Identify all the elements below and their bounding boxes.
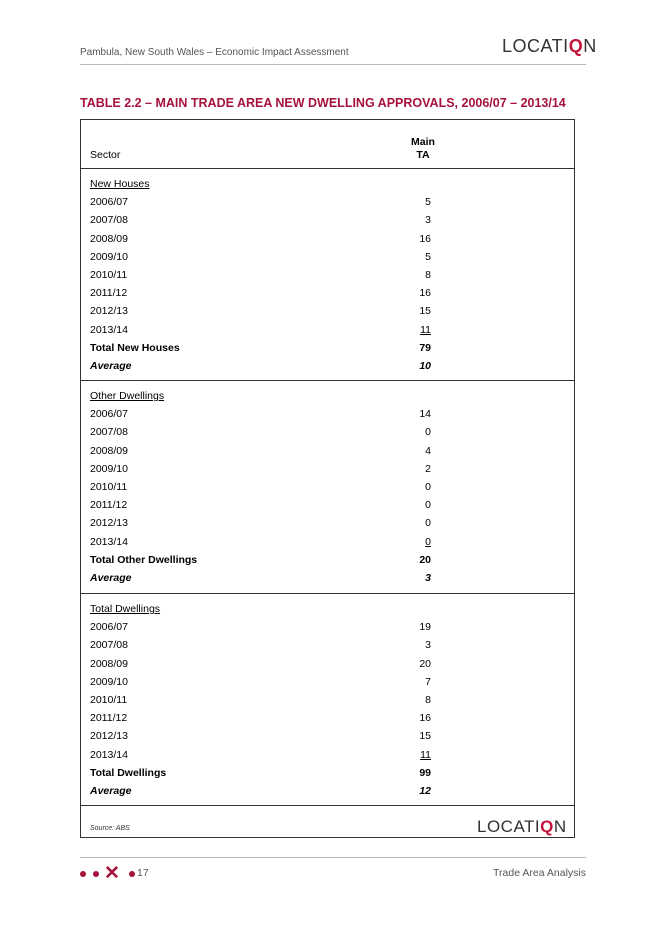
table-row xyxy=(81,496,574,514)
row-value-text: 10 xyxy=(419,359,431,372)
row-label: 2012/13 xyxy=(90,730,128,743)
row-value-text: 3 xyxy=(425,214,431,227)
section-heading-row xyxy=(81,600,574,618)
column-main-line1: Main xyxy=(411,136,435,148)
logo-text-post: N xyxy=(583,36,597,56)
table-source-note: Source: ABS xyxy=(90,825,130,832)
row-value xyxy=(393,499,431,511)
row-value xyxy=(393,287,431,299)
header-doc-title: Pambula, New South Wales – Economic Impact Assessment xyxy=(80,47,349,58)
header-rule xyxy=(80,64,586,65)
row-label: 2008/09 xyxy=(90,232,128,245)
table-row xyxy=(81,284,574,302)
row-label: Average xyxy=(90,359,132,372)
logo-text-accent: Q xyxy=(540,817,554,836)
row-label: 2009/10 xyxy=(90,462,128,475)
row-value-text: 16 xyxy=(419,232,431,245)
row-value-text: 8 xyxy=(425,693,431,706)
row-label: Total Other Dwellings xyxy=(90,553,198,566)
logo-text-pre: LOCATI xyxy=(502,36,569,56)
row-label: Average xyxy=(90,784,132,797)
row-value xyxy=(393,767,431,779)
table-section xyxy=(81,169,574,381)
table-row xyxy=(81,727,574,745)
row-label: 2012/13 xyxy=(90,305,128,318)
page-number: 17 xyxy=(137,867,149,879)
row-value xyxy=(393,785,431,797)
section-heading: Total Dwellings xyxy=(90,603,161,615)
table-row xyxy=(81,302,574,320)
table-row xyxy=(81,423,574,441)
total-row xyxy=(81,764,574,782)
row-value xyxy=(393,342,431,354)
row-label: 2009/10 xyxy=(90,250,128,263)
row-value-text: 4 xyxy=(425,444,431,457)
row-value-text: 20 xyxy=(419,553,431,566)
row-value xyxy=(393,214,431,226)
row-value xyxy=(393,426,431,438)
row-label: 2011/12 xyxy=(90,712,128,725)
footer-rule xyxy=(80,857,586,858)
footer-dot-icon xyxy=(129,871,135,877)
row-value-text: 14 xyxy=(419,408,431,421)
row-label: 2010/11 xyxy=(90,693,128,706)
table-row xyxy=(81,691,574,709)
section-heading: Other Dwellings xyxy=(90,390,165,402)
row-value xyxy=(393,251,431,263)
footer-x-icon: ✕ xyxy=(104,863,120,884)
row-value-text: 11 xyxy=(420,323,431,336)
table-row xyxy=(81,266,574,284)
row-label: 2008/09 xyxy=(90,444,128,457)
logo-text-post: N xyxy=(553,817,567,836)
footer-dot-icon xyxy=(80,871,86,877)
row-label: 2010/11 xyxy=(90,480,128,493)
section-heading-row xyxy=(81,175,574,193)
table-row xyxy=(81,533,574,551)
section-heading-row xyxy=(81,387,574,405)
table-row xyxy=(81,709,574,727)
table-row xyxy=(81,460,574,478)
row-value xyxy=(393,749,431,761)
row-value xyxy=(393,621,431,633)
row-value-text: 5 xyxy=(425,196,431,209)
table-row xyxy=(81,193,574,211)
row-label: 2007/08 xyxy=(90,214,128,227)
table-row xyxy=(81,248,574,266)
row-label: 2010/11 xyxy=(90,268,128,281)
table-title: TABLE 2.2 – MAIN TRADE AREA NEW DWELLING APPROVALS, 2006/07 – 2013/14 xyxy=(80,96,566,110)
table-row xyxy=(81,514,574,532)
row-label: 2006/07 xyxy=(90,408,128,421)
row-value-text: 8 xyxy=(425,268,431,281)
footer-section-name: Trade Area Analysis xyxy=(493,867,586,879)
average-row xyxy=(81,357,574,375)
row-label: 2011/12 xyxy=(90,287,128,300)
table-row xyxy=(81,636,574,654)
logo-text-accent: Q xyxy=(568,36,584,56)
row-label: 2009/10 xyxy=(90,675,128,688)
table-row xyxy=(81,211,574,229)
row-label: 2007/08 xyxy=(90,639,128,652)
row-value xyxy=(393,408,431,420)
row-value xyxy=(393,305,431,317)
row-label: 2008/09 xyxy=(90,657,128,670)
row-value-text: 12 xyxy=(419,784,431,797)
table-row xyxy=(81,478,574,496)
table-row xyxy=(81,618,574,636)
row-value-text: 20 xyxy=(419,657,431,670)
row-value xyxy=(393,481,431,493)
row-value xyxy=(393,730,431,742)
table-section xyxy=(81,594,574,806)
row-value xyxy=(393,196,431,208)
row-value-text: 0 xyxy=(425,426,431,439)
row-value xyxy=(393,445,431,457)
row-value xyxy=(393,463,431,475)
column-main-ta-label xyxy=(393,136,453,162)
table-row xyxy=(81,655,574,673)
row-label: 2006/07 xyxy=(90,621,128,634)
row-value xyxy=(393,536,431,548)
row-label: Average xyxy=(90,571,132,584)
row-value-text: 0 xyxy=(425,480,431,493)
row-value-text: 16 xyxy=(419,287,431,300)
row-value-text: 3 xyxy=(425,639,431,652)
row-value xyxy=(393,694,431,706)
header-logo xyxy=(502,36,597,57)
row-value xyxy=(393,324,431,336)
table-row xyxy=(81,321,574,339)
row-value xyxy=(393,639,431,651)
row-value-text: 19 xyxy=(419,621,431,634)
table-row xyxy=(81,405,574,423)
row-value-text: 5 xyxy=(425,250,431,263)
row-label: 2011/12 xyxy=(90,499,128,512)
row-value xyxy=(393,233,431,245)
logo-text-pre: LOCATI xyxy=(477,817,541,836)
column-main-line2: TA xyxy=(416,149,430,161)
table-row xyxy=(81,673,574,691)
row-value-text: 0 xyxy=(425,517,431,530)
total-row xyxy=(81,339,574,357)
table-column-header xyxy=(81,120,574,169)
row-label: 2007/08 xyxy=(90,426,128,439)
row-value xyxy=(393,676,431,688)
total-row xyxy=(81,551,574,569)
row-value xyxy=(393,554,431,566)
row-value-text: 99 xyxy=(419,766,431,779)
table-row xyxy=(81,442,574,460)
row-label: 2013/14 xyxy=(90,535,128,548)
row-value-text: 0 xyxy=(425,535,431,548)
row-label: 2013/14 xyxy=(90,748,128,761)
row-value-text: 2 xyxy=(425,462,431,475)
row-label: Total New Houses xyxy=(90,341,180,354)
row-value-text: 7 xyxy=(425,675,431,688)
row-label: 2013/14 xyxy=(90,323,128,336)
column-sector-label: Sector xyxy=(90,149,121,161)
row-value-text: 15 xyxy=(419,305,431,318)
row-value xyxy=(393,517,431,529)
row-label: 2012/13 xyxy=(90,517,128,530)
row-value-text: 16 xyxy=(419,712,431,725)
row-value-text: 15 xyxy=(419,730,431,743)
row-value xyxy=(393,658,431,670)
row-label: Total Dwellings xyxy=(90,766,167,779)
average-row xyxy=(81,782,574,800)
footer-dot-icon xyxy=(93,871,99,877)
dwelling-approvals-table xyxy=(80,119,575,838)
table-row xyxy=(81,230,574,248)
average-row xyxy=(81,569,574,587)
table-logo xyxy=(477,817,567,837)
row-value xyxy=(393,712,431,724)
row-value-text: 0 xyxy=(425,499,431,512)
row-value xyxy=(393,572,431,584)
table-section xyxy=(81,381,574,594)
row-value xyxy=(393,360,431,372)
section-heading: New Houses xyxy=(90,178,150,190)
row-value-text: 3 xyxy=(425,571,431,584)
table-row xyxy=(81,746,574,764)
row-label: 2006/07 xyxy=(90,196,128,209)
row-value xyxy=(393,269,431,281)
row-value-text: 11 xyxy=(420,748,431,761)
row-value-text: 79 xyxy=(419,341,431,354)
